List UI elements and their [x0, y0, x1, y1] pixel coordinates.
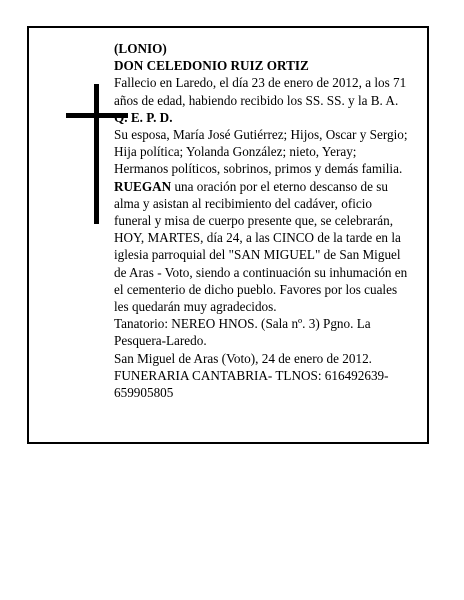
tanatorio-line: Pesquera-Laredo.	[114, 333, 207, 349]
ruegan-line: iglesia parroquial del "SAN MIGUEL" de San Miguel	[114, 247, 401, 263]
qepd: Q. E. P. D.	[114, 109, 173, 125]
death-line: Fallecio en Laredo, el día 23 de enero de 2012, a los 71	[114, 75, 407, 91]
ruegan-line	[114, 178, 419, 195]
ruegan-line: de Aras - Voto, siendo a continuación su inhumación en	[114, 264, 408, 280]
family-line: Hija política; Yolanda González; nieto, Yeray;	[114, 144, 357, 160]
tanatorio-line: Tanatorio: NEREO HNOS. (Sala nº. 3) Pgno. La	[114, 316, 371, 332]
funeral-home-line: FUNERARIA CANTABRIA- TLNOS: 616492639-	[114, 367, 389, 383]
ruegan-line: el cementerio de dicho pueblo. Favores por los cuales	[114, 281, 398, 297]
death-line: años de edad, habiendo recibido los SS. SS. y la B. A.	[114, 92, 399, 108]
ruegan-line: alma y asistan al recibimiento del cadáver, oficio	[114, 195, 372, 211]
nickname: (LONIO)	[114, 41, 167, 56]
ruegan-rest: una oración por el eterno descanso de su	[171, 178, 388, 194]
family-line: Su esposa, María José Gutiérrez; Hijos, Oscar y Sergio;	[114, 127, 408, 143]
ruegan-line: HOY, MARTES, día 24, a las CINCO de la tarde en la	[114, 230, 401, 246]
ruegan-word: RUEGAN	[114, 178, 172, 194]
place-date: San Miguel de Aras (Voto), 24 de enero de 2012.	[114, 350, 372, 366]
ruegan-line: funeral y misa de cuerpo presente que, se celebrarán,	[114, 213, 393, 229]
ruegan-line: les quedarán muy agradecidos.	[114, 299, 277, 315]
cross-icon-vertical	[94, 84, 99, 224]
obituary-text	[114, 40, 419, 401]
funeral-home-line: 659905805	[114, 385, 174, 401]
family-line: Hermanos políticos, sobrinos, primos y demás familia.	[114, 161, 403, 177]
deceased-name: DON CELEDONIO RUIZ ORTIZ	[114, 58, 309, 74]
